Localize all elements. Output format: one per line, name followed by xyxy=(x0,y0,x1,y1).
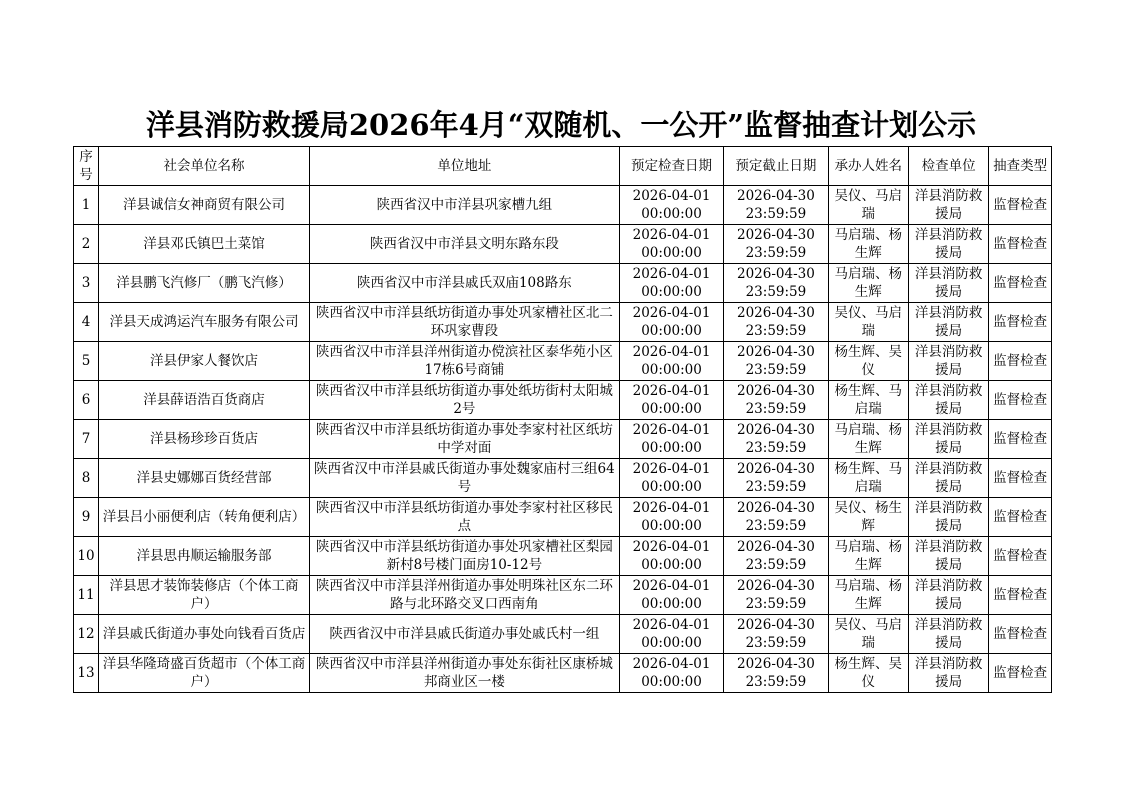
row-address xyxy=(309,381,619,420)
row-start-date-text: 00:00:00 xyxy=(641,401,702,417)
row-unit xyxy=(908,381,988,420)
row-person-text: 马启瑞、杨生辉 xyxy=(834,578,903,612)
row-start-date-text: 2026-04-01 xyxy=(632,539,711,555)
row-name-text: 洋县思冉顺运输服务部 xyxy=(136,548,272,564)
row-end-date-text: 23:59:59 xyxy=(745,440,807,456)
row-start-date xyxy=(619,342,723,381)
row-type xyxy=(989,420,1052,459)
row-no-text: 12 xyxy=(77,626,95,642)
row-unit xyxy=(908,654,988,693)
row-person-text: 杨生辉、吴仪 xyxy=(834,344,903,378)
header-no: 序号 xyxy=(74,147,99,186)
row-end-date xyxy=(724,186,828,225)
row-start-date-text: 2026-04-01 xyxy=(632,656,711,672)
header-end-date: 预定截止日期 xyxy=(724,147,828,186)
row-address-text: 陕西省汉中市洋县戚氏街道办事处戚氏村一组 xyxy=(329,626,600,642)
row-start-date xyxy=(619,381,723,420)
row-end-date-text: 2026-04-30 xyxy=(737,305,815,321)
row-type-text: 监督检查 xyxy=(993,353,1048,369)
row-person xyxy=(828,186,908,225)
row-end-date-text: 23:59:59 xyxy=(745,635,807,651)
row-name xyxy=(99,381,310,420)
row-start-date xyxy=(619,576,723,615)
table-row xyxy=(74,264,1052,303)
row-start-date-text: 00:00:00 xyxy=(641,284,702,300)
row-no xyxy=(74,342,99,381)
row-start-date-text: 2026-04-01 xyxy=(632,305,711,321)
header-unit: 检查单位 xyxy=(908,147,988,186)
row-end-date-text: 23:59:59 xyxy=(745,323,807,339)
row-no xyxy=(74,186,99,225)
row-address xyxy=(309,342,619,381)
row-unit-text: 洋县消防救援局 xyxy=(914,422,983,456)
row-unit-text: 洋县消防救援局 xyxy=(914,344,983,378)
row-no xyxy=(74,420,99,459)
row-no-text: 3 xyxy=(81,275,91,291)
row-end-date-text: 2026-04-30 xyxy=(737,383,815,399)
row-address-text: 陕西省汉中市洋县纸坊街道办事处李家村社区移民点 xyxy=(315,500,613,534)
row-name xyxy=(99,654,310,693)
table-row xyxy=(74,615,1052,654)
row-end-date-text: 2026-04-30 xyxy=(737,266,815,282)
row-end-date-text: 2026-04-30 xyxy=(737,539,815,555)
row-no xyxy=(74,225,99,264)
row-start-date xyxy=(619,459,723,498)
header-type: 抽查类型 xyxy=(989,147,1052,186)
row-type xyxy=(989,303,1052,342)
row-person xyxy=(828,537,908,576)
row-address-text: 陕西省汉中市洋县纸坊街道办事处李家村社区纸坊中学对面 xyxy=(315,422,613,456)
row-unit xyxy=(908,420,988,459)
row-address xyxy=(309,654,619,693)
row-address-text: 陕西省汉中市洋县纸坊街道办事处纸坊街村太阳城2号 xyxy=(315,383,613,417)
row-end-date-text: 2026-04-30 xyxy=(737,227,815,243)
row-start-date-text: 2026-04-01 xyxy=(632,578,711,594)
row-end-date xyxy=(724,615,828,654)
table-row xyxy=(74,225,1052,264)
row-person xyxy=(828,381,908,420)
row-type-text: 监督检查 xyxy=(993,392,1048,408)
row-end-date-text: 23:59:59 xyxy=(745,284,807,300)
row-name xyxy=(99,576,310,615)
row-address-text: 陕西省汉中市洋县洋州街道办事处东街社区康桥城邦商业区一楼 xyxy=(315,656,613,690)
row-address xyxy=(309,498,619,537)
row-name xyxy=(99,459,310,498)
row-unit-text: 洋县消防救援局 xyxy=(914,617,983,651)
row-address xyxy=(309,420,619,459)
row-type-text: 监督检查 xyxy=(993,587,1048,603)
row-name xyxy=(99,225,310,264)
row-start-date-text: 00:00:00 xyxy=(641,362,702,378)
row-type-text: 监督检查 xyxy=(993,626,1048,642)
row-person-text: 吴仪、马启瑞 xyxy=(834,617,903,651)
row-person xyxy=(828,654,908,693)
row-unit xyxy=(908,576,988,615)
row-type-text: 监督检查 xyxy=(993,197,1048,213)
row-address xyxy=(309,186,619,225)
row-start-date-text: 2026-04-01 xyxy=(632,383,711,399)
row-person-text: 杨生辉、吴仪 xyxy=(834,656,903,690)
row-unit-text: 洋县消防救援局 xyxy=(914,227,983,261)
row-no xyxy=(74,459,99,498)
row-type-text: 监督检查 xyxy=(993,431,1048,447)
row-person-text: 吴仪、马启瑞 xyxy=(834,305,903,339)
row-name-text: 洋县薛语浩百货商店 xyxy=(143,392,265,408)
row-name-text: 洋县吕小丽便利店（转角便利店） xyxy=(102,509,306,525)
row-start-date-text: 2026-04-01 xyxy=(632,266,711,282)
row-name-text: 洋县史娜娜百货经营部 xyxy=(136,470,272,486)
header-address: 单位地址 xyxy=(309,147,619,186)
row-no xyxy=(74,264,99,303)
row-start-date-text: 00:00:00 xyxy=(641,635,702,651)
row-name xyxy=(99,615,310,654)
row-address xyxy=(309,303,619,342)
row-name xyxy=(99,342,310,381)
row-start-date-text: 00:00:00 xyxy=(641,323,702,339)
row-name xyxy=(99,186,310,225)
row-name-text: 洋县伊家人餐饮店 xyxy=(149,353,258,369)
row-start-date-text: 2026-04-01 xyxy=(632,617,711,633)
row-name-text: 洋县华隆琦盛百货超市（个体工商户） xyxy=(102,656,306,690)
row-unit-text: 洋县消防救援局 xyxy=(914,188,983,222)
row-end-date-text: 23:59:59 xyxy=(745,557,807,573)
row-unit xyxy=(908,264,988,303)
row-name-text: 洋县诚信女神商贸有限公司 xyxy=(122,197,285,213)
row-no xyxy=(74,303,99,342)
row-type-text: 监督检查 xyxy=(993,314,1048,330)
row-no-text: 2 xyxy=(81,236,91,252)
row-unit-text: 洋县消防救援局 xyxy=(914,383,983,417)
row-unit xyxy=(908,537,988,576)
row-end-date xyxy=(724,654,828,693)
row-unit xyxy=(908,459,988,498)
row-end-date-text: 23:59:59 xyxy=(745,401,807,417)
row-end-date-text: 2026-04-30 xyxy=(737,617,815,633)
row-start-date-text: 00:00:00 xyxy=(641,206,702,222)
row-no-text: 8 xyxy=(81,470,91,486)
row-end-date xyxy=(724,420,828,459)
row-start-date xyxy=(619,615,723,654)
row-address-text: 陕西省汉中市洋县戚氏街道办事处魏家庙村三组64号 xyxy=(314,461,615,495)
row-address-text: 陕西省汉中市洋县戚氏双庙108路东 xyxy=(356,275,572,291)
row-name xyxy=(99,537,310,576)
row-start-date-text: 2026-04-01 xyxy=(632,344,711,360)
row-start-date-text: 00:00:00 xyxy=(641,245,702,261)
row-start-date xyxy=(619,498,723,537)
row-address xyxy=(309,576,619,615)
row-end-date-text: 2026-04-30 xyxy=(737,578,815,594)
inspection-plan-table xyxy=(73,146,1052,693)
row-name xyxy=(99,264,310,303)
row-unit-text: 洋县消防救援局 xyxy=(914,500,983,534)
row-address-text: 陕西省汉中市洋县洋州街道办傥滨社区泰华苑小区17栋6号商铺 xyxy=(315,344,613,378)
row-no-text: 1 xyxy=(81,197,91,213)
row-no xyxy=(74,615,99,654)
row-person-text: 杨生辉、马启瑞 xyxy=(834,461,903,495)
row-start-date-text: 2026-04-01 xyxy=(632,188,711,204)
row-start-date-text: 00:00:00 xyxy=(641,479,702,495)
row-person-text: 马启瑞、杨生辉 xyxy=(834,422,903,456)
row-start-date xyxy=(619,264,723,303)
row-person xyxy=(828,225,908,264)
row-name xyxy=(99,498,310,537)
row-person-text: 马启瑞、杨生辉 xyxy=(834,539,903,573)
table-row xyxy=(74,303,1052,342)
row-start-date xyxy=(619,225,723,264)
row-unit-text: 洋县消防救援局 xyxy=(914,305,983,339)
row-start-date xyxy=(619,420,723,459)
row-unit-text: 洋县消防救援局 xyxy=(914,266,983,300)
row-no xyxy=(74,381,99,420)
row-no xyxy=(74,537,99,576)
row-start-date-text: 00:00:00 xyxy=(641,518,702,534)
row-person xyxy=(828,342,908,381)
row-no xyxy=(74,498,99,537)
row-start-date-text: 2026-04-01 xyxy=(632,422,711,438)
row-person xyxy=(828,264,908,303)
row-address-text: 陕西省汉中市洋县洋州街道办事处明珠社区东二环路与北环路交叉口西南角 xyxy=(315,578,613,612)
row-end-date-text: 23:59:59 xyxy=(745,479,807,495)
row-end-date-text: 2026-04-30 xyxy=(737,461,815,477)
row-name-text: 洋县杨珍珍百货店 xyxy=(149,431,258,447)
row-address-text: 陕西省汉中市洋县巩家槽九组 xyxy=(376,197,553,213)
row-no-text: 6 xyxy=(81,392,91,408)
row-end-date-text: 2026-04-30 xyxy=(737,422,815,438)
row-end-date-text: 23:59:59 xyxy=(745,596,807,612)
table-header-row xyxy=(74,147,1052,186)
table-row xyxy=(74,420,1052,459)
row-end-date xyxy=(724,537,828,576)
row-person-text: 杨生辉、马启瑞 xyxy=(834,383,903,417)
row-type xyxy=(989,498,1052,537)
header-name: 社会单位名称 xyxy=(99,147,310,186)
table-row xyxy=(74,342,1052,381)
row-address-text: 陕西省汉中市洋县文明东路东段 xyxy=(369,236,559,252)
row-end-date-text: 23:59:59 xyxy=(745,518,807,534)
row-name xyxy=(99,420,310,459)
row-type xyxy=(989,342,1052,381)
table-body xyxy=(74,186,1052,693)
row-address xyxy=(309,459,619,498)
row-name-text: 洋县天成鸿运汽车服务有限公司 xyxy=(109,314,299,330)
row-unit xyxy=(908,303,988,342)
row-type xyxy=(989,186,1052,225)
row-unit-text: 洋县消防救援局 xyxy=(914,539,983,573)
row-end-date-text: 2026-04-30 xyxy=(737,500,815,516)
row-start-date xyxy=(619,654,723,693)
row-end-date-text: 23:59:59 xyxy=(745,245,807,261)
row-person-text: 马启瑞、杨生辉 xyxy=(834,266,903,300)
row-no-text: 11 xyxy=(77,587,95,603)
row-address xyxy=(309,225,619,264)
row-person xyxy=(828,303,908,342)
row-unit-text: 洋县消防救援局 xyxy=(914,578,983,612)
row-name-text: 洋县邓氏镇巴土菜馆 xyxy=(143,236,265,252)
row-unit xyxy=(908,225,988,264)
row-no-text: 13 xyxy=(77,665,95,681)
row-no-text: 10 xyxy=(77,548,95,564)
row-person xyxy=(828,498,908,537)
row-start-date xyxy=(619,537,723,576)
row-person xyxy=(828,420,908,459)
row-address-text: 陕西省汉中市洋县纸坊街道办事处巩家槽社区北二环巩家曹段 xyxy=(315,305,613,339)
row-address xyxy=(309,537,619,576)
row-person xyxy=(828,459,908,498)
row-type-text: 监督检查 xyxy=(993,548,1048,564)
row-person-text: 马启瑞、杨生辉 xyxy=(834,227,903,261)
row-type xyxy=(989,264,1052,303)
row-end-date-text: 2026-04-30 xyxy=(737,656,815,672)
row-name-text: 洋县鹏飞汽修厂（鹏飞汽修） xyxy=(116,275,292,291)
row-start-date-text: 2026-04-01 xyxy=(632,500,711,516)
row-start-date-text: 2026-04-01 xyxy=(632,227,711,243)
row-end-date xyxy=(724,264,828,303)
row-no xyxy=(74,654,99,693)
table-row xyxy=(74,459,1052,498)
row-person-text: 吴仪、马启瑞 xyxy=(834,188,903,222)
row-start-date-text: 2026-04-01 xyxy=(632,461,711,477)
row-type xyxy=(989,381,1052,420)
table-row xyxy=(74,576,1052,615)
row-name xyxy=(99,303,310,342)
row-end-date xyxy=(724,576,828,615)
row-end-date xyxy=(724,225,828,264)
row-unit-text: 洋县消防救援局 xyxy=(914,656,983,690)
table-row xyxy=(74,537,1052,576)
table-row xyxy=(74,381,1052,420)
row-start-date xyxy=(619,303,723,342)
row-type-text: 监督检查 xyxy=(993,509,1048,525)
row-no-text: 4 xyxy=(81,314,91,330)
row-start-date-text: 00:00:00 xyxy=(641,674,702,690)
row-address-text: 陕西省汉中市洋县纸坊街道办事处巩家槽社区梨园新村8号楼门面房10-12号 xyxy=(315,539,613,573)
row-type-text: 监督检查 xyxy=(993,665,1048,681)
row-no-text: 9 xyxy=(81,509,91,525)
header-person: 承办人姓名 xyxy=(828,147,908,186)
row-end-date-text: 23:59:59 xyxy=(745,362,807,378)
row-end-date xyxy=(724,342,828,381)
table-row xyxy=(74,654,1052,693)
row-end-date xyxy=(724,303,828,342)
row-type-text: 监督检查 xyxy=(993,470,1048,486)
row-type xyxy=(989,225,1052,264)
row-unit xyxy=(908,615,988,654)
row-person-text: 吴仪、杨生辉 xyxy=(834,500,903,534)
row-no-text: 7 xyxy=(81,431,91,447)
header-start-date: 预定检查日期 xyxy=(619,147,723,186)
row-type xyxy=(989,615,1052,654)
row-type xyxy=(989,459,1052,498)
row-person xyxy=(828,615,908,654)
row-start-date xyxy=(619,186,723,225)
page-title: 洋县消防救援局2026年4月“双随机、一公开”监督抽查计划公示 xyxy=(145,108,977,142)
row-name-text: 洋县思才装饰装修店（个体工商户） xyxy=(109,578,299,612)
row-end-date xyxy=(724,459,828,498)
row-address xyxy=(309,615,619,654)
row-end-date-text: 23:59:59 xyxy=(745,674,807,690)
row-start-date-text: 00:00:00 xyxy=(641,440,702,456)
row-end-date-text: 23:59:59 xyxy=(745,206,807,222)
row-start-date-text: 00:00:00 xyxy=(641,596,702,612)
table-row xyxy=(74,186,1052,225)
row-no-text: 5 xyxy=(81,353,91,369)
row-unit xyxy=(908,342,988,381)
row-start-date-text: 00:00:00 xyxy=(641,557,702,573)
row-end-date xyxy=(724,381,828,420)
row-unit xyxy=(908,186,988,225)
row-person xyxy=(828,576,908,615)
table-row xyxy=(74,498,1052,537)
row-no xyxy=(74,576,99,615)
row-name-text: 洋县戚氏街道办事处向钱看百货店 xyxy=(102,626,306,642)
row-type xyxy=(989,576,1052,615)
row-type-text: 监督检查 xyxy=(993,236,1048,252)
row-unit xyxy=(908,498,988,537)
row-end-date-text: 2026-04-30 xyxy=(737,188,815,204)
row-end-date-text: 2026-04-30 xyxy=(737,344,815,360)
row-unit-text: 洋县消防救援局 xyxy=(914,461,983,495)
row-type xyxy=(989,537,1052,576)
row-address xyxy=(309,264,619,303)
row-end-date xyxy=(724,498,828,537)
row-type-text: 监督检查 xyxy=(993,275,1048,291)
row-type xyxy=(989,654,1052,693)
